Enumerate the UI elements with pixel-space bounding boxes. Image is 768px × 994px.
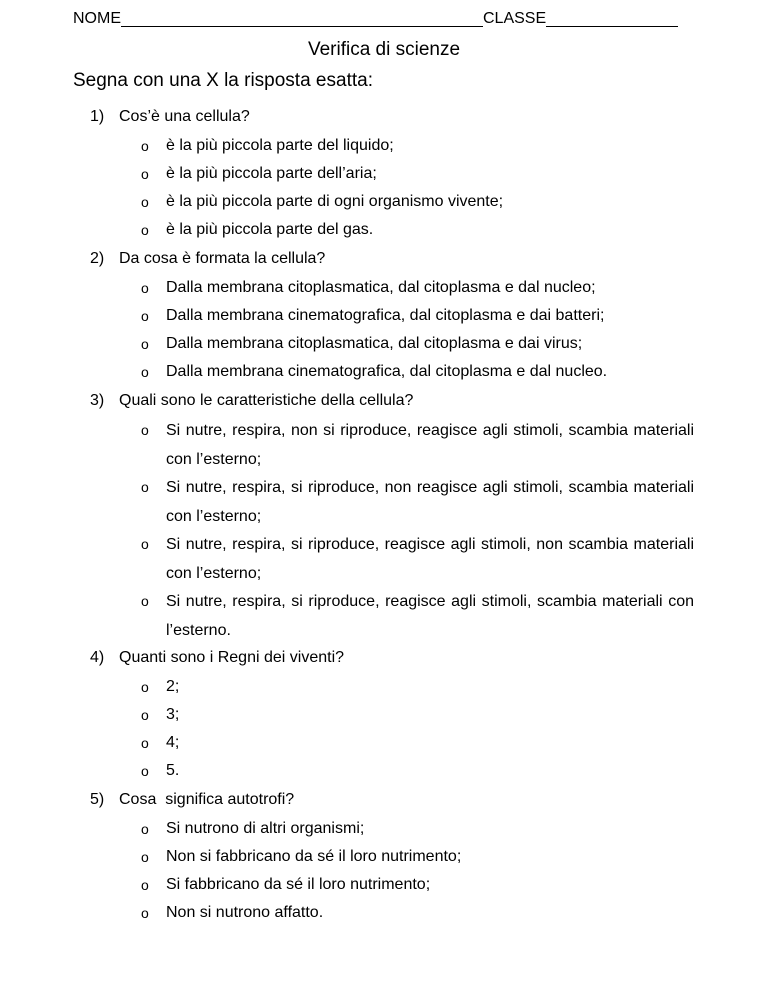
option-text: 5.	[166, 762, 180, 779]
question-5	[90, 790, 294, 810]
option-text: 3;	[166, 706, 180, 723]
question-text: Cosa significa autotrofi?	[119, 791, 295, 808]
option-1-b	[141, 164, 694, 184]
option-4-d	[141, 761, 694, 781]
question-3	[90, 391, 413, 411]
option-bullet: o	[141, 821, 149, 837]
option-5-a	[141, 819, 694, 839]
option-text: Non si nutrono affatto.	[166, 904, 324, 921]
question-number: 4)	[90, 649, 105, 666]
option-bullet: o	[141, 679, 149, 695]
option-text: Si nutre, respira, si riproduce, non reagisce agli stimoli, scambia materiali con l’esterno;	[166, 479, 694, 525]
option-bullet: o	[141, 536, 149, 552]
option-bullet: o	[141, 593, 149, 609]
option-bullet: o	[141, 905, 149, 921]
option-text: Dalla membrana citoplasmatica, dal citoplasma e dai virus;	[166, 335, 583, 352]
option-text: 2;	[166, 678, 180, 695]
option-3-a	[141, 420, 694, 474]
question-1	[90, 107, 250, 127]
option-text: Si nutre, respira, non si riproduce, reagisce agli stimoli, scambia materiali con l’esterno;	[166, 422, 694, 468]
option-1-d	[141, 220, 694, 240]
instruction-text: Segna con una X la risposta esatta:	[73, 70, 373, 91]
option-text: Non si fabbricano da sé il loro nutrimento;	[166, 848, 462, 865]
option-bullet: o	[141, 280, 149, 296]
option-text: è la più piccola parte del liquido;	[166, 137, 394, 154]
option-3-b	[141, 477, 694, 531]
option-bullet: o	[141, 877, 149, 893]
option-5-c	[141, 875, 694, 895]
question-number: 3)	[90, 392, 105, 409]
question-2	[90, 249, 325, 269]
option-4-b	[141, 705, 694, 725]
question-number: 1)	[90, 108, 105, 125]
option-bullet: o	[141, 479, 149, 495]
option-bullet: o	[141, 166, 149, 182]
option-bullet: o	[141, 422, 149, 438]
question-4	[90, 648, 344, 668]
option-text: è la più piccola parte dell’aria;	[166, 165, 377, 182]
option-3-c	[141, 534, 694, 588]
question-text: Cos’è una cellula?	[119, 108, 250, 125]
option-bullet: o	[141, 364, 149, 380]
option-text: Si nutre, respira, si riproduce, reagisce agli stimoli, non scambia materiali con l’esterno;	[166, 536, 694, 582]
question-number: 5)	[90, 791, 105, 808]
option-bullet: o	[141, 336, 149, 352]
option-2-a	[141, 278, 694, 298]
option-2-c	[141, 334, 694, 354]
option-text: Si nutre, respira, si riproduce, reagisce agli stimoli, scambia materiali con l’esterno.	[166, 593, 694, 639]
question-text: Da cosa è formata la cellula?	[119, 250, 326, 267]
option-text: è la più piccola parte del gas.	[166, 221, 374, 238]
question-text: Quanti sono i Regni dei viventi?	[119, 649, 345, 666]
option-3-d	[141, 591, 694, 645]
option-5-d	[141, 903, 694, 923]
option-bullet: o	[141, 138, 149, 154]
classe-label: CLASSE	[483, 10, 547, 27]
option-2-b	[141, 306, 694, 326]
option-bullet: o	[141, 707, 149, 723]
option-2-d	[141, 362, 694, 382]
option-bullet: o	[141, 763, 149, 779]
option-1-c	[141, 192, 694, 212]
question-number: 2)	[90, 250, 105, 267]
option-text: Si fabbricano da sé il loro nutrimento;	[166, 876, 431, 893]
option-text: Dalla membrana cinematografica, dal citoplasma e dai batteri;	[166, 307, 605, 324]
option-bullet: o	[141, 194, 149, 210]
option-1-a	[141, 136, 694, 156]
option-text: 4;	[166, 734, 180, 751]
option-text: Dalla membrana citoplasmatica, dal citoplasma e dal nucleo;	[166, 279, 596, 296]
page-title: Verifica di scienze	[307, 39, 461, 60]
option-bullet: o	[141, 735, 149, 751]
option-text: Dalla membrana cinematografica, dal citoplasma e dal nucleo.	[166, 363, 608, 380]
option-text: è la più piccola parte di ogni organismo vivente;	[166, 193, 504, 210]
header-line	[73, 9, 678, 29]
option-4-a	[141, 677, 694, 697]
question-text: Quali sono le caratteristiche della cellula?	[119, 392, 414, 409]
option-text: Si nutrono di altri organismi;	[166, 820, 365, 837]
nome-label: NOME	[73, 10, 121, 27]
nome-blank-line	[121, 11, 483, 27]
classe-blank-line	[546, 11, 678, 27]
option-bullet: o	[141, 308, 149, 324]
option-5-b	[141, 847, 694, 867]
option-bullet: o	[141, 849, 149, 865]
option-4-c	[141, 733, 694, 753]
option-bullet: o	[141, 222, 149, 238]
